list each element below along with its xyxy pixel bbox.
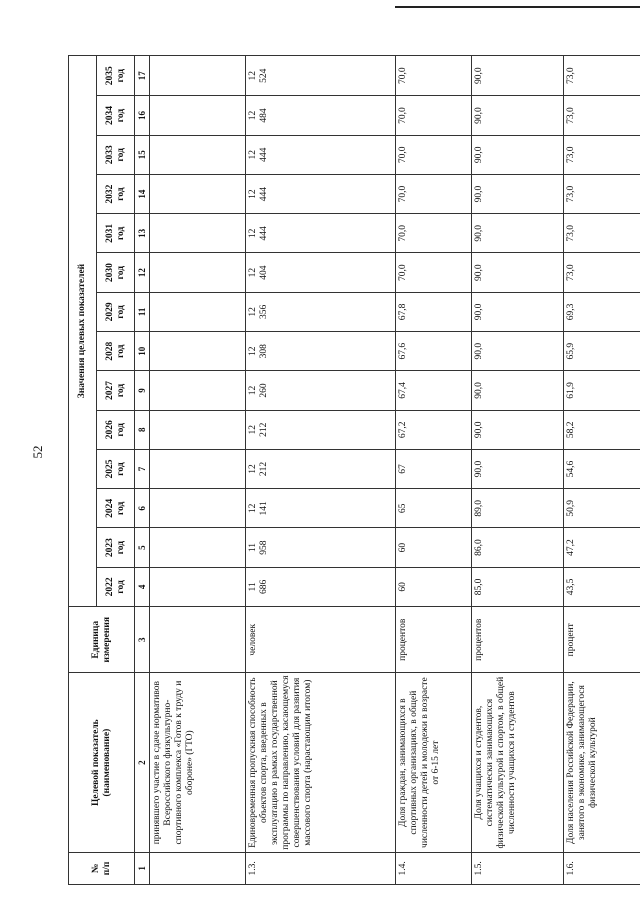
header-year: 2031 год <box>97 214 135 253</box>
column-number: 12 <box>135 253 150 292</box>
header-values: Значения целевых показателей <box>69 56 97 607</box>
value-cell: 12 444 <box>246 135 396 174</box>
value-cell <box>150 135 246 174</box>
value-cell: 90,0 <box>472 56 564 96</box>
value-cell: 11 686 <box>246 567 396 606</box>
value-cell: 58,2 <box>564 410 640 449</box>
table-row <box>396 56 472 885</box>
value-cell: 85,0 <box>472 567 564 606</box>
column-number: 4 <box>135 567 150 606</box>
header-year: 2024 год <box>97 489 135 528</box>
value-cell: 70,0 <box>396 214 472 253</box>
value-cell: 73,0 <box>564 135 640 174</box>
value-cell: 60 <box>396 567 472 606</box>
header-year: 2022 год <box>97 567 135 606</box>
indicator-name: Доля учащихся и студентов, систематически занимающихся физической культурой и спортом, в общей численности учащихся и студентов <box>472 673 564 852</box>
value-cell: 90,0 <box>472 292 564 331</box>
indicator-name: Доля населения Российской Федерации, занятого в экономике, занимающегося физической культурой <box>564 673 640 852</box>
header-year: 2023 год <box>97 528 135 567</box>
value-cell: 90,0 <box>472 135 564 174</box>
table-row <box>472 56 564 885</box>
header-year: 2034 год <box>97 96 135 135</box>
value-cell: 12 356 <box>246 292 396 331</box>
value-cell: 12 308 <box>246 332 396 371</box>
column-number: 16 <box>135 96 150 135</box>
header-year: 2027 год <box>97 371 135 410</box>
header-indicator: Целевой показатель (наименование) <box>69 673 135 852</box>
value-cell: 73,0 <box>564 174 640 213</box>
column-number: 5 <box>135 528 150 567</box>
column-number: 2 <box>135 673 150 852</box>
value-cell: 90,0 <box>472 449 564 488</box>
value-cell: 70,0 <box>396 174 472 213</box>
indicator-name: Единовременная пропускная способность объектов спорта, введенных в эксплуатацию в рамках государственной программы по направлению, касающемуся совершенствования условий для развития массового спорта (нарастающим итогом) <box>246 673 396 852</box>
value-cell <box>150 410 246 449</box>
value-cell: 12 212 <box>246 449 396 488</box>
value-cell: 11 958 <box>246 528 396 567</box>
value-cell: 60 <box>396 528 472 567</box>
value-cell: 90,0 <box>472 332 564 371</box>
column-number: 13 <box>135 214 150 253</box>
column-number: 15 <box>135 135 150 174</box>
value-cell: 73,0 <box>564 214 640 253</box>
value-cell <box>150 214 246 253</box>
indicator-name: Доля граждан, занимающихся в спортивных организациях, в общей численности детей и молодежи в возрасте от 6-15 лет <box>396 673 472 852</box>
column-number: 1 <box>135 852 150 884</box>
column-number: 14 <box>135 174 150 213</box>
column-number: 10 <box>135 332 150 371</box>
unit-cell: процент <box>564 607 640 673</box>
row-number: 1.6. <box>564 852 640 884</box>
value-cell <box>150 96 246 135</box>
value-cell <box>150 528 246 567</box>
value-cell: 12 484 <box>246 96 396 135</box>
value-cell: 54,6 <box>564 449 640 488</box>
value-cell <box>150 332 246 371</box>
value-cell: 47,2 <box>564 528 640 567</box>
value-cell: 90,0 <box>472 214 564 253</box>
value-cell: 67,6 <box>396 332 472 371</box>
value-cell: 12 260 <box>246 371 396 410</box>
unit-cell: процентов <box>396 607 472 673</box>
value-cell: 90,0 <box>472 96 564 135</box>
value-cell <box>150 292 246 331</box>
value-cell <box>150 253 246 292</box>
value-cell: 67,4 <box>396 371 472 410</box>
value-cell <box>150 56 246 96</box>
value-cell: 65 <box>396 489 472 528</box>
value-cell: 70,0 <box>396 56 472 96</box>
value-cell <box>150 449 246 488</box>
value-cell: 12 444 <box>246 174 396 213</box>
table-row <box>564 56 640 885</box>
table-row <box>246 56 396 885</box>
value-cell: 65,9 <box>564 332 640 371</box>
page-number: 52 <box>30 445 45 459</box>
header-year: 2028 год <box>97 332 135 371</box>
value-cell: 89,0 <box>472 489 564 528</box>
value-cell: 90,0 <box>472 371 564 410</box>
value-cell: 12 444 <box>246 214 396 253</box>
column-number: 6 <box>135 489 150 528</box>
value-cell: 70,0 <box>396 135 472 174</box>
value-cell: 12 524 <box>246 56 396 96</box>
value-cell: 90,0 <box>472 253 564 292</box>
column-number: 8 <box>135 410 150 449</box>
column-number: 17 <box>135 56 150 96</box>
column-number: 9 <box>135 371 150 410</box>
header-year: 2025 год <box>97 449 135 488</box>
value-cell: 67 <box>396 449 472 488</box>
header-year: 2035 год <box>97 56 135 96</box>
rotated-table-wrapper <box>68 55 620 885</box>
value-cell: 86,0 <box>472 528 564 567</box>
header-num: № п/п <box>69 852 135 884</box>
indicators-table <box>68 55 640 885</box>
column-number: 3 <box>135 607 150 673</box>
value-cell <box>150 174 246 213</box>
header-year: 2029 год <box>97 292 135 331</box>
unit-cell: процентов <box>472 607 564 673</box>
column-number: 11 <box>135 292 150 331</box>
value-cell <box>150 567 246 606</box>
value-cell: 12 404 <box>246 253 396 292</box>
value-cell: 70,0 <box>396 253 472 292</box>
table-row <box>150 56 246 885</box>
value-cell: 73,0 <box>564 253 640 292</box>
header-year: 2030 год <box>97 253 135 292</box>
unit-cell: человек <box>246 607 396 673</box>
value-cell <box>150 489 246 528</box>
value-cell: 43,5 <box>564 567 640 606</box>
column-number: 7 <box>135 449 150 488</box>
value-cell: 73,0 <box>564 56 640 96</box>
value-cell: 90,0 <box>472 410 564 449</box>
row-number: 1.3. <box>246 852 396 884</box>
top-rule <box>395 6 640 8</box>
header-year: 2026 год <box>97 410 135 449</box>
value-cell: 70,0 <box>396 96 472 135</box>
unit-cell <box>150 607 246 673</box>
header-year: 2032 год <box>97 174 135 213</box>
value-cell <box>150 371 246 410</box>
row-number <box>150 852 246 884</box>
value-cell: 12 212 <box>246 410 396 449</box>
value-cell: 50,9 <box>564 489 640 528</box>
value-cell: 67,2 <box>396 410 472 449</box>
header-unit: Единица измерения <box>69 607 135 673</box>
value-cell: 67,8 <box>396 292 472 331</box>
value-cell: 73,0 <box>564 96 640 135</box>
value-cell: 61,9 <box>564 371 640 410</box>
indicator-name: принявшего участие в сдаче нормативов Всероссийского физкультурно-спортивного комплекса «Готов к труду и обороне» (ГТО) <box>150 673 246 852</box>
value-cell: 90,0 <box>472 174 564 213</box>
value-cell: 12 141 <box>246 489 396 528</box>
value-cell: 69,3 <box>564 292 640 331</box>
header-year: 2033 год <box>97 135 135 174</box>
row-number: 1.5. <box>472 852 564 884</box>
row-number: 1.4. <box>396 852 472 884</box>
